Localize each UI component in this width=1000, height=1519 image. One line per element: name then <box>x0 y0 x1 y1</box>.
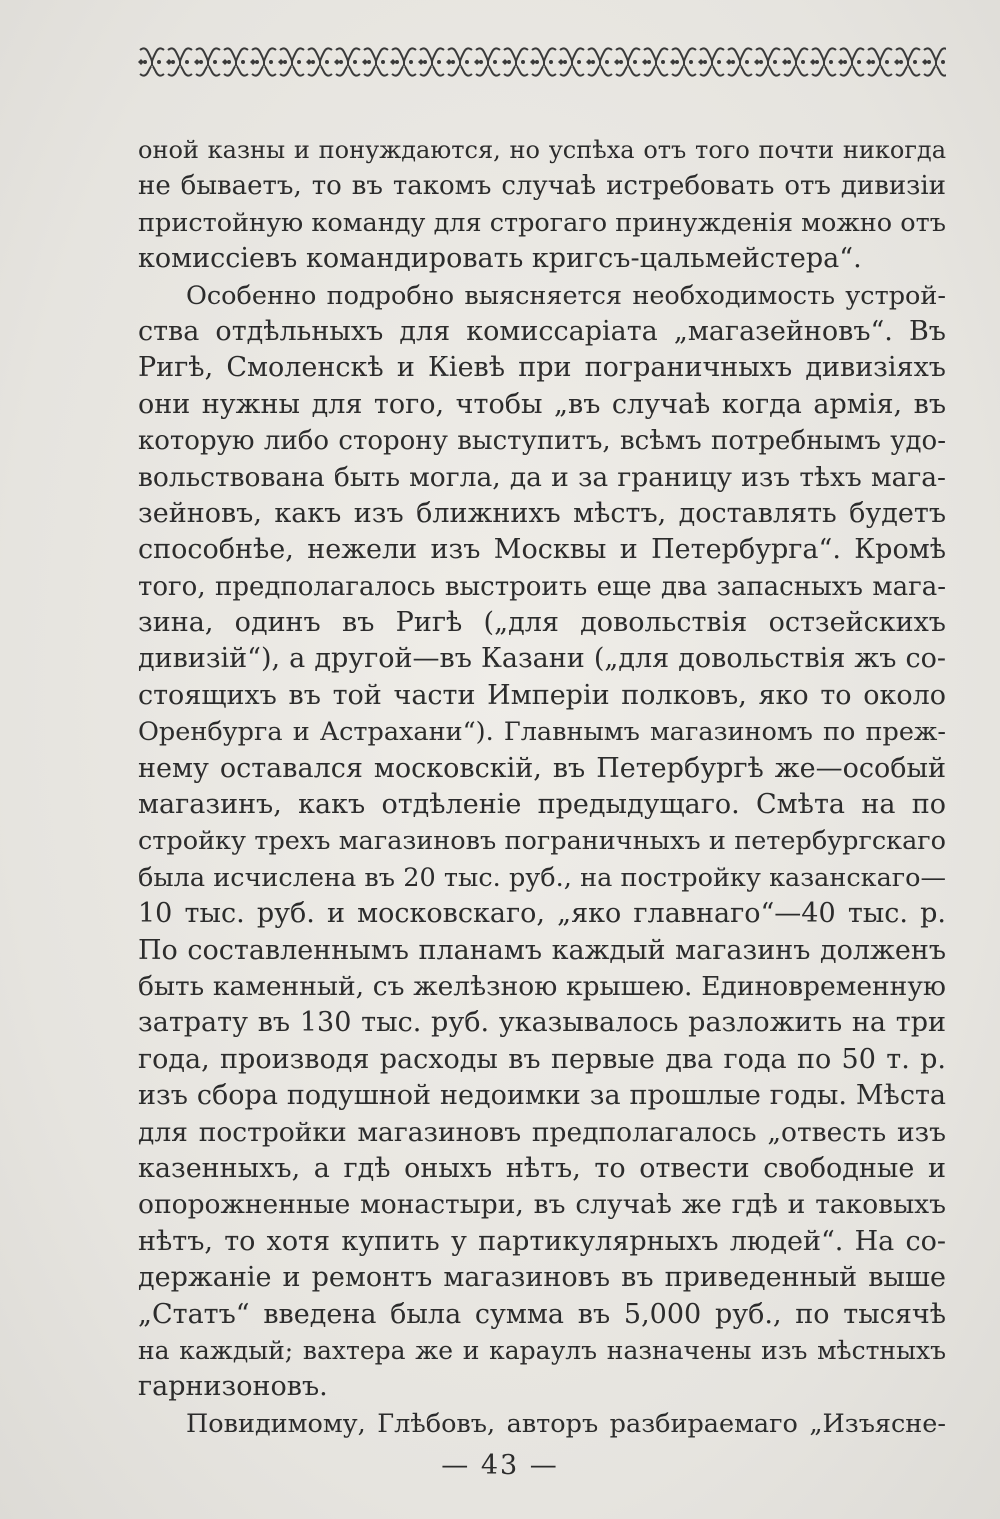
text-line: на каждый; вахтера же и караулъ назначены изъ мѣстныхъ <box>138 1335 946 1365</box>
text-line: зина, одинъ въ Ригѣ („для довольствія остзейскихъ <box>138 607 946 639</box>
text-line: зейновъ, какъ изъ ближнихъ мѣстъ, доставлять будетъ <box>138 497 946 529</box>
text-line: быть каменный, съ желѣзною крышею. Единовременную <box>138 970 946 1002</box>
text-line: не бываетъ, то въ такомъ случаѣ истребовать отъ дивизіи <box>138 171 946 202</box>
text-line: года, производя расходы въ первые два года по 50 т. р. <box>138 1043 946 1075</box>
text-line: Оренбурга и Астрахани“). Главнымъ магазиномъ по преж- <box>138 717 946 748</box>
text-line: пристойную команду для строгаго принужденія можно отъ <box>138 207 946 238</box>
text-line: затрату въ 130 тыс. руб. указывалось разложить на три <box>138 1007 946 1039</box>
text-line: „Статъ“ введена была сумма въ 5,000 руб., по тысячѣ <box>138 1298 946 1330</box>
text-line: дивизій“), а другой—въ Казани („для довольствія жъ со- <box>138 643 946 675</box>
text-line: Повидимому, Глѣбовъ, авторъ разбираемаго „Изъясне- <box>186 1408 946 1439</box>
text-line: для постройки магазиновъ предполагалось „отвесть изъ <box>138 1116 946 1148</box>
text-line: изъ сбора подушной недоимки за прошлые годы. Мѣста <box>138 1080 946 1112</box>
text-line: способнѣе, нежели изъ Москвы и Петербурга“. Кромѣ <box>138 534 946 566</box>
text-line: гарнизоновъ. <box>138 1371 328 1403</box>
text-line: стоящихъ въ той части Имперіи полковъ, яко то около <box>138 679 946 711</box>
text-line: нему оставался московскій, въ Петербургѣ же—особый <box>138 752 946 784</box>
text-line: вольствована быть могла, да и за границу изъ тѣхъ мага- <box>138 461 946 493</box>
body-text <box>138 132 946 1442</box>
text-line: магазинъ, какъ отдѣленіе предыдущаго. Смѣта на по <box>138 789 946 821</box>
text-line: держаніе и ремонтъ магазиновъ въ приведенный выше <box>138 1262 946 1294</box>
text-line: Особенно подробно выясняется необходимость устрой- <box>186 280 946 311</box>
text-line: стройку трехъ магазиновъ пограничныхъ и петербургскаго <box>138 826 946 857</box>
text-line: нѣтъ, то хотя купить у партикулярныхъ людей“. На со- <box>138 1225 946 1257</box>
text-line: оной казны и понуждаются, но успѣха отъ того почти никогда <box>138 136 946 164</box>
text-line: ства отдѣльныхъ для комиссаріата „магазейновъ“. Въ <box>138 315 946 347</box>
text-line: Ригѣ, Смоленскѣ и Кіевѣ при пограничныхъ дивизіяхъ <box>138 352 946 384</box>
text-line: казенныхъ, а гдѣ оныхъ нѣтъ, то отвести свободные и <box>138 1152 946 1184</box>
text-line: которую либо сторону выступитъ, всѣмъ потребнымъ удо- <box>138 426 946 457</box>
page-number: — 43 — <box>441 1450 559 1481</box>
text-line: была исчислена въ 20 тыс. руб., на постройку казанскаго— <box>138 862 946 893</box>
ornamental-header-border <box>138 44 946 80</box>
text-line: По составленнымъ планамъ каждый магазинъ долженъ <box>138 934 946 966</box>
text-line: комиссіевъ командировать кригсъ-цальмейстера“. <box>138 243 862 275</box>
text-line: они нужны для того, чтобы „въ случаѣ когда армія, въ <box>138 388 946 420</box>
text-line: того, предполагалось выстроить еще два запасныхъ мага- <box>138 571 946 602</box>
text-line: 10 тыс. руб. и московскаго, „яко главнаго“—40 тыс. р. <box>138 898 946 930</box>
text-line: опорожненные монастыри, въ случаѣ же гдѣ и таковыхъ <box>138 1189 946 1221</box>
